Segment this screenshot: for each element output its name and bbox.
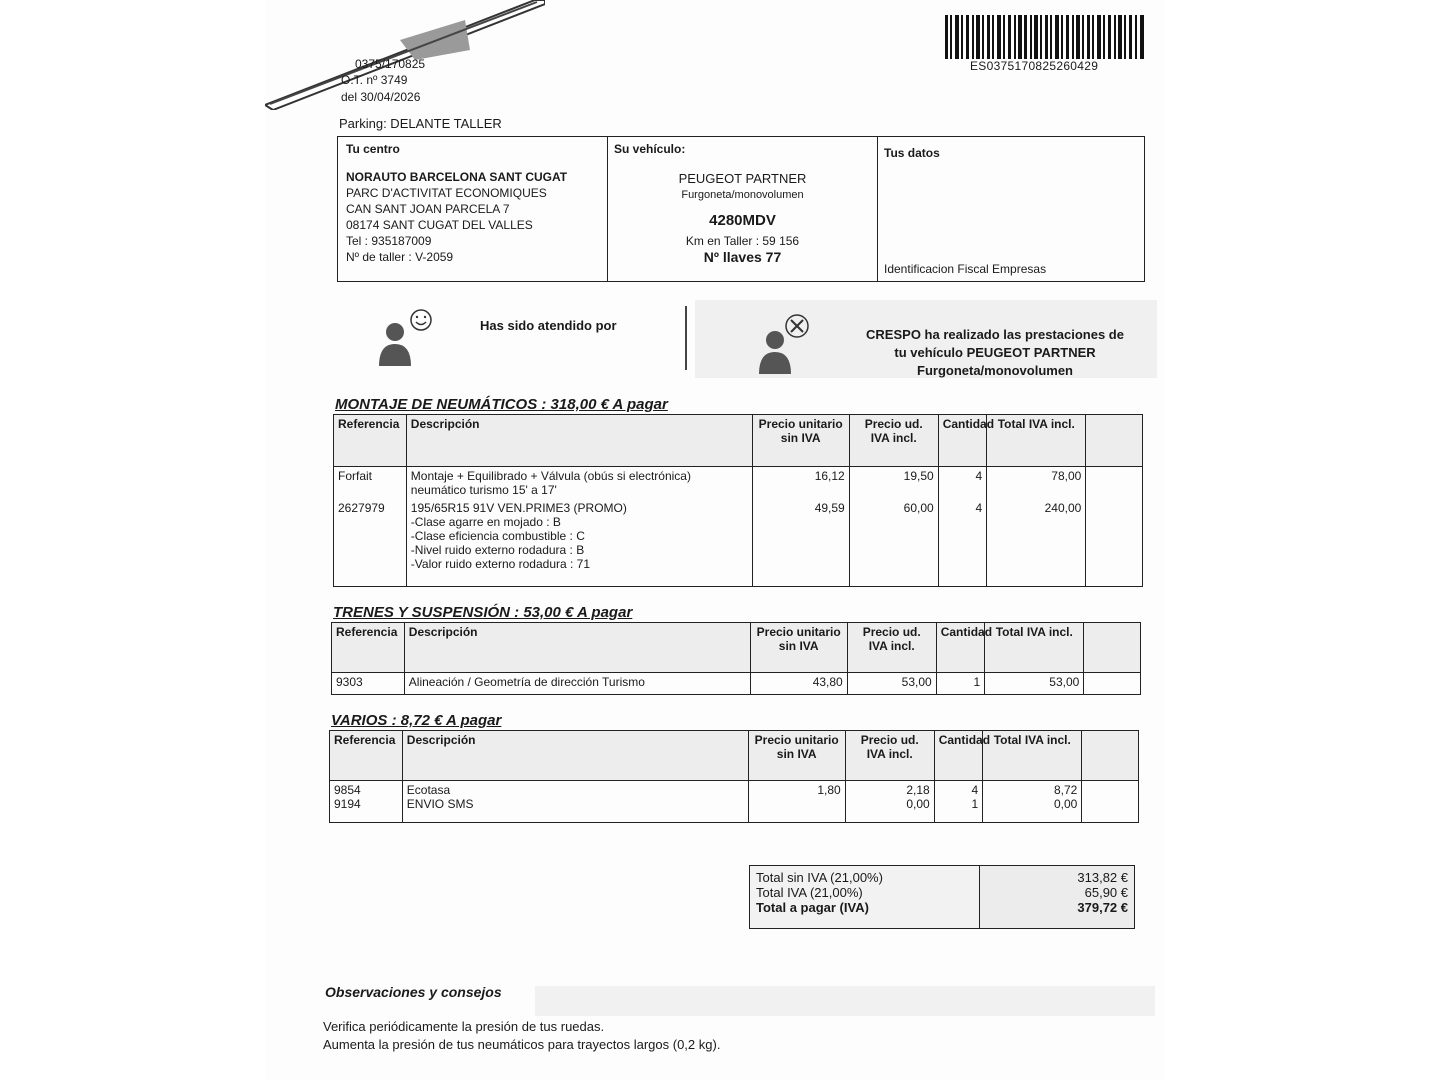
- row-desc: 195/65R15 91V VEN.PRIME3 (PROMO): [410, 501, 627, 515]
- person-smile-icon: [375, 306, 435, 368]
- row-ref: Forfait: [338, 469, 373, 483]
- crespo-line-1: CRESPO ha realizado las prestaciones de: [866, 327, 1124, 342]
- row-total: 53,00: [985, 673, 1084, 695]
- crespo-panel: [695, 300, 1157, 378]
- barcode: [945, 15, 1145, 59]
- centro-name: NORAUTO BARCELONA SANT CUGAT: [346, 170, 568, 184]
- col-total: Total IVA incl.: [983, 731, 1082, 781]
- col-total: Total IVA incl.: [985, 623, 1084, 673]
- table-row: [330, 781, 1139, 823]
- vehiculo-title: Su vehículo:: [614, 142, 686, 156]
- row-price-inc-vat: 60,00: [903, 501, 934, 515]
- row-price-ex-vat: 16,12: [814, 469, 845, 483]
- total-sin-iva-label: Total sin IVA (21,00%): [756, 870, 883, 885]
- row-ref: 9854: [334, 783, 361, 797]
- col-ref: Referencia: [332, 623, 405, 673]
- observation-line-2: Aumenta la presión de tus neumáticos para trayectos largos (0,2 kg).: [323, 1037, 721, 1052]
- observation-line-1: Verifica periódicamente la presión de tus ruedas.: [323, 1019, 605, 1034]
- vehiculo-type: Furgoneta/monovolumen: [681, 189, 804, 201]
- row-qty: 4: [975, 469, 983, 483]
- total-iva-value: 65,90 €: [1084, 885, 1128, 900]
- row-qty: 1: [971, 797, 979, 811]
- row-qty: 4: [971, 783, 979, 797]
- centro-address-3: 08174 SANT CUGAT DEL VALLES: [346, 218, 533, 232]
- col-desc: Descripción: [402, 731, 748, 781]
- row-ref: 9194: [334, 797, 361, 811]
- ot-number: O.T. nº 3749: [341, 73, 408, 87]
- col-desc: Descripción: [406, 415, 752, 467]
- row-desc: Montaje + Equilibrado + Válvula (obús si electrónica): [410, 469, 691, 483]
- col-precio-iva: Precio ud. IVA incl.: [849, 415, 938, 467]
- table-row: [334, 467, 1143, 587]
- col-cantidad: Cantidad: [938, 415, 987, 467]
- row-total: 78,00: [1051, 469, 1082, 483]
- row-price-ex-vat: 1,80: [817, 783, 841, 797]
- col-precio-sin-iva: Precio unitario sin IVA: [750, 623, 847, 673]
- row-total: 0,00: [1053, 797, 1078, 811]
- datos-column: [878, 137, 1144, 281]
- centro-address-1: PARC D'ACTIVITAT ECONOMIQUES: [346, 186, 547, 200]
- col-cantidad: Cantidad: [936, 623, 985, 673]
- mechanic-tools-icon: [755, 312, 815, 374]
- row-desc: -Clase eficiencia combustible : C: [410, 529, 585, 543]
- row-price-inc-vat: 53,00: [847, 673, 936, 695]
- row-qty: 4: [975, 501, 983, 515]
- table-row: [332, 673, 1141, 695]
- table-montaje: [333, 414, 1143, 587]
- order-number: 0375/170825: [355, 57, 426, 71]
- observations-band: [535, 986, 1155, 1016]
- attended-panel: [365, 300, 685, 370]
- parking-label: Parking: DELANTE TALLER: [339, 116, 502, 131]
- row-desc: -Clase agarre en mojado : B: [410, 515, 561, 529]
- section-title-montaje: MONTAJE DE NEUMÁTICOS : 318,00 € A pagar: [335, 396, 668, 413]
- barcode-number: ES0375170825260429: [970, 59, 1099, 73]
- row-total: 8,72: [1053, 783, 1078, 797]
- col-blank: [1082, 731, 1139, 781]
- row-price-inc-vat: 0,00: [906, 797, 930, 811]
- col-precio-sin-iva: Precio unitario sin IVA: [748, 731, 845, 781]
- centro-taller-number: Nº de taller : V-2059: [346, 250, 454, 264]
- row-price-ex-vat: 49,59: [814, 501, 845, 515]
- table-trenes: [331, 622, 1141, 695]
- centro-column: [338, 137, 608, 281]
- vehiculo-llaves: Nº llaves 77: [703, 249, 782, 265]
- total-pagar-value: 379,72 €: [1077, 900, 1128, 915]
- section-title-varios: VARIOS : 8,72 € A pagar: [331, 712, 502, 729]
- centro-address-2: CAN SANT JOAN PARCELA 7: [346, 202, 510, 216]
- row-desc: neumático turismo 15' a 17': [410, 483, 557, 497]
- info-box: [337, 136, 1145, 282]
- vehiculo-model: PEUGEOT PARTNER: [678, 171, 807, 186]
- observations-text: [323, 1018, 720, 1054]
- vehiculo-plate: 4280MDV: [709, 212, 776, 229]
- observations-title: Observaciones y consejos: [325, 984, 502, 1000]
- row-desc: ENVIO SMS: [406, 797, 474, 811]
- section-title-trenes: TRENES Y SUSPENSIÓN : 53,00 € A pagar: [333, 604, 633, 621]
- row-total: 240,00: [1044, 501, 1082, 515]
- col-precio-iva: Precio ud. IVA incl.: [845, 731, 934, 781]
- centro-title: Tu centro: [346, 142, 400, 156]
- col-blank: [1084, 623, 1141, 673]
- col-ref: Referencia: [334, 415, 407, 467]
- table-varios: [329, 730, 1139, 823]
- order-date: del 30/04/2026: [341, 90, 421, 104]
- row-price-inc-vat: 19,50: [903, 469, 934, 483]
- datos-title: Tus datos: [884, 146, 940, 160]
- col-ref: Referencia: [330, 731, 403, 781]
- col-total: Total IVA incl.: [987, 415, 1086, 467]
- row-ref: 9303: [332, 673, 405, 695]
- total-sin-iva-value: 313,82 €: [1077, 870, 1128, 885]
- crespo-line-3: Furgoneta/monovolumen: [917, 363, 1073, 378]
- row-qty: 1: [936, 673, 985, 695]
- total-iva-label: Total IVA (21,00%): [756, 885, 863, 900]
- totals-labels: [750, 866, 980, 928]
- row-desc: Ecotasa: [406, 783, 451, 797]
- centro-phone: Tel : 935187009: [346, 234, 432, 248]
- totals-values: [980, 866, 1134, 928]
- col-precio-sin-iva: Precio unitario sin IVA: [752, 415, 849, 467]
- banner-divider: [685, 306, 687, 370]
- row-ref: 2627979: [338, 501, 385, 515]
- vehiculo-column: [608, 137, 878, 281]
- totals-box: [749, 865, 1135, 929]
- col-precio-iva: Precio ud. IVA incl.: [847, 623, 936, 673]
- col-cantidad: Cantidad: [934, 731, 983, 781]
- total-pagar-label: Total a pagar (IVA): [756, 900, 869, 915]
- row-desc: -Nivel ruido externo rodadura : B: [410, 543, 585, 557]
- crespo-line-2: tu vehículo PEUGEOT PARTNER: [894, 345, 1096, 360]
- row-desc: -Valor ruido externo rodadura : 71: [410, 557, 591, 571]
- attendant-banner: [365, 300, 1157, 378]
- row-desc: Alineación / Geometría de dirección Turismo: [404, 673, 750, 695]
- row-price-inc-vat: 2,18: [906, 783, 930, 797]
- row-price-ex-vat: 43,80: [750, 673, 847, 695]
- vehiculo-km: Km en Taller : 59 156: [685, 234, 800, 248]
- datos-fiscal: Identificacion Fiscal Empresas: [884, 262, 1047, 276]
- invoice-page: [265, 0, 1165, 1080]
- col-blank: [1086, 415, 1143, 467]
- attended-label: Has sido atendido por: [480, 318, 617, 333]
- col-desc: Descripción: [404, 623, 750, 673]
